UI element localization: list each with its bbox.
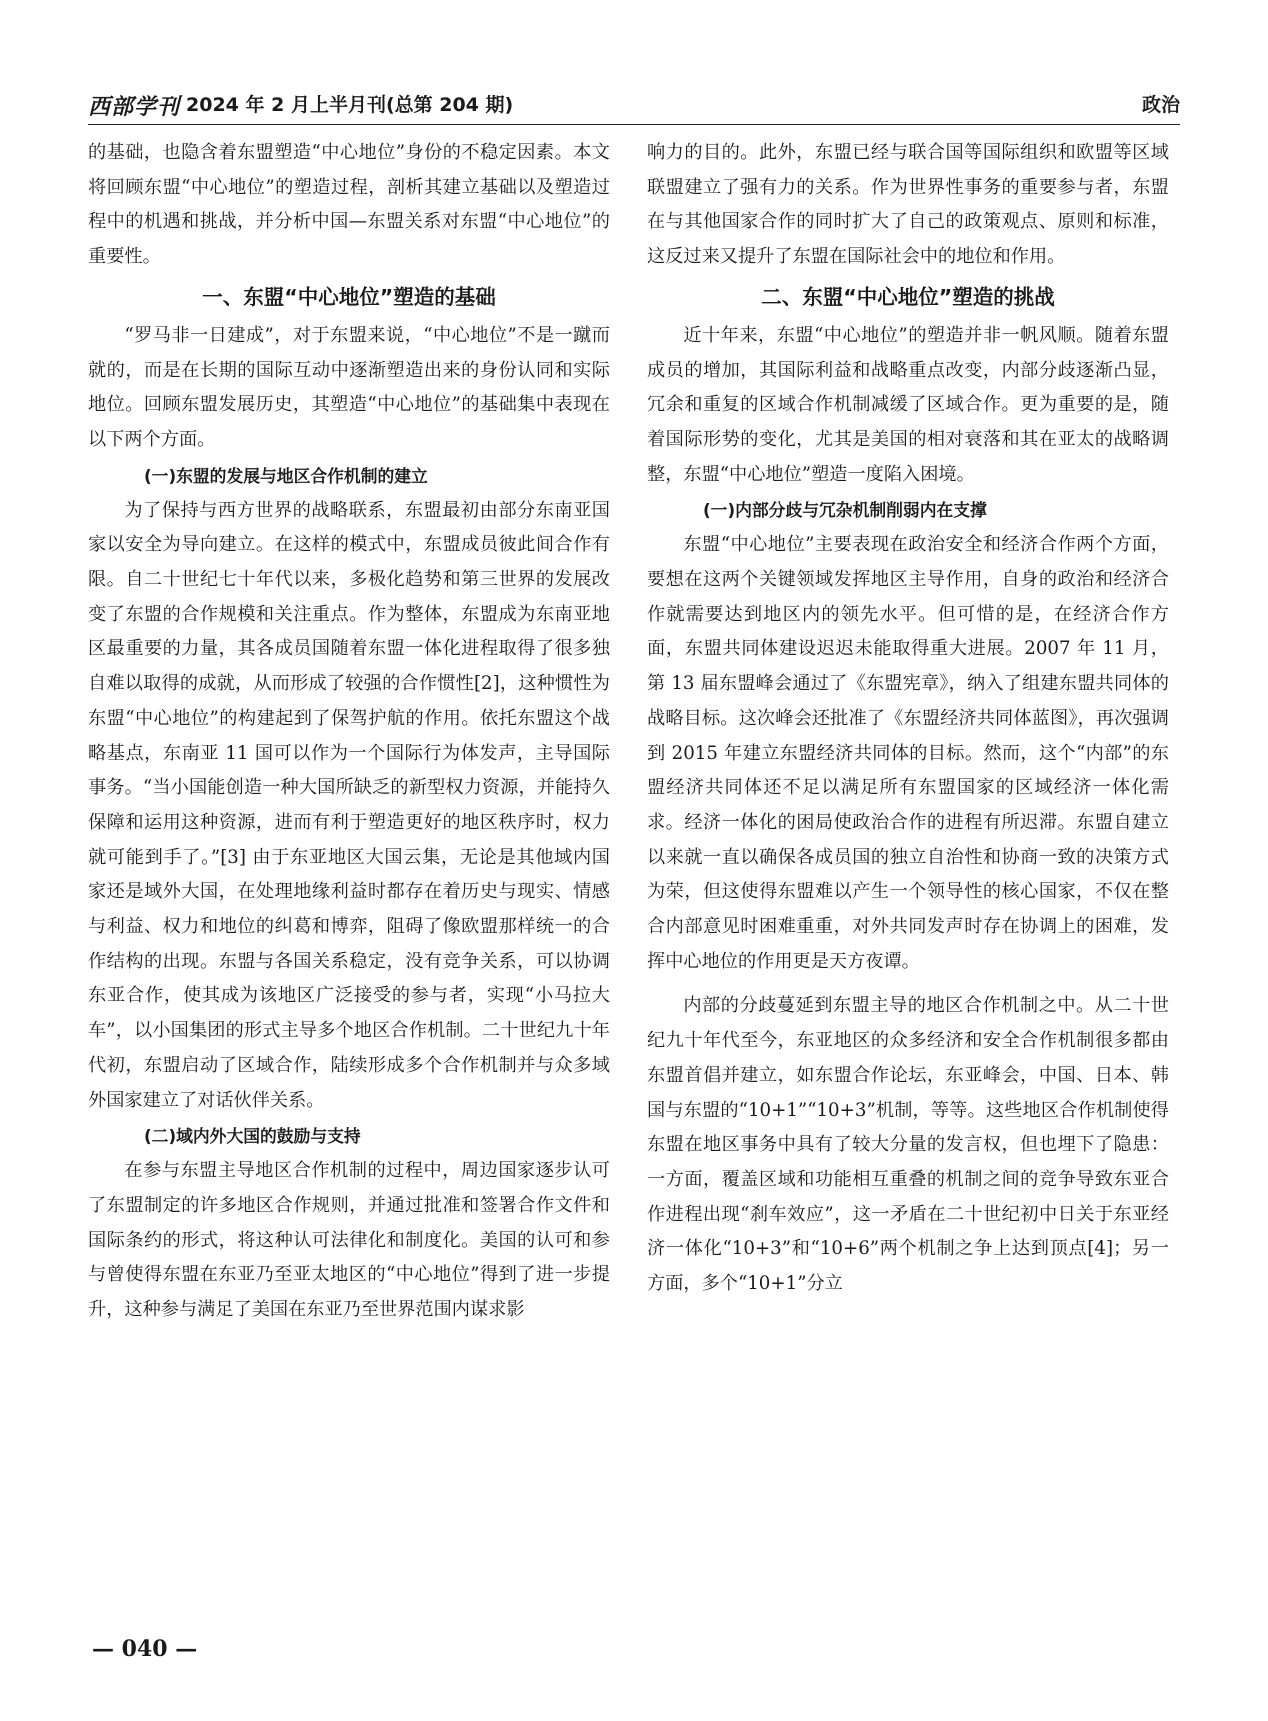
subsection-heading: (二)域内外大国的鼓励与支持 bbox=[144, 1126, 361, 1147]
paragraph: 响力的目的。此外，东盟已经与联合国等国际组织和欧盟等区域联盟建立了强有力的关系。作为世界性事务的重要参与者，东盟在与其他国家合作的同时扩大了自己的政策观点、原则和标准，这反过来又提升了东盟在国际社会中的地位和作用。 bbox=[647, 142, 1169, 268]
subsection-heading: (一)内部分歧与冗杂机制削弱内在支撑 bbox=[703, 500, 987, 521]
right-column bbox=[647, 136, 1169, 1302]
subsection-heading: (一)东盟的发展与地区合作机制的建立 bbox=[144, 465, 428, 486]
paragraph: “罗马非一日建成”，对于东盟来说，“中心地位”不是一蹴而就的，而是在长期的国际互动中逐渐塑造出来的身份认同和实际地位。回顾东盟发展历史，其塑造“中心地位”的基础集中表现在以下两个方面。 bbox=[88, 324, 610, 450]
paragraph: 在参与东盟主导地区合作机制的过程中，周边国家逐步认可了东盟制定的许多地区合作规则，并通过批准和签署合作文件和国际条约的形式，将这种认可法律化和制度化。美国的认可和参与曾使得东盟在东亚乃至亚太地区的“中心地位”得到了进一步提升，这种参与满足了美国在东亚乃至世界范围内谋求影 bbox=[88, 1160, 610, 1321]
issue-info: 2024 年 2 月上半月刊(总第 204 期) bbox=[186, 94, 514, 116]
paragraph: 东盟“中心地位”主要表现在政治安全和经济合作两个方面，要想在这两个关键领域发挥地区主导作用，自身的政治和经济合作就需要达到地区内的领先水平。但可惜的是，在经济合作方面，东盟共同体建设迟迟未能取得重大进展。2007 年 11 月，第 13 届东盟峰会通过了《东盟宪章》，纳入了组建东盟共同体的战略目标。这次峰会还批准了《东盟经济共同体蓝图》，再次强调到 2015 年建立东盟经济共同体的目标。然而，这个“内部”的东盟经济共同体还不足以满足所有东盟国家的区域经济一体化需求。经济一体化的困局使政治合作的进程有所迟滞。东盟自建立以来就一直以确保各成员国的独立自治性和协商一致的决策方式为荣，但这使得东盟难以产生一个领导性的核心国家，不仅在整合内部意见时困难重重，对外共同发声时存在协调上的困难，发挥中心地位的作用更是天方夜谭。 bbox=[647, 534, 1169, 972]
header-divider bbox=[88, 124, 1180, 125]
paragraph: 为了保持与西方世界的战略联系，东盟最初由部分东南亚国家以安全为导向建立。在这样的模式中，东盟成员彼此间合作有限。自二十世纪七十年代以来，多极化趋势和第三世界的发展改变了东盟的合作规模和关注重点。作为整体，东盟成为东南亚地区最重要的力量，其各成员国随着东盟一体化进程取得了很多独自难以取得的成就，从而形成了较强的合作惯性[2]，这种惯性为东盟“中心地位”的构建起到了保驾护航的作用。依托东盟这个战略基点，东南亚 11 国可以作为一个国际行为体发声，主导国际事务。“当小国能创造一种大国所缺乏的新型权力资源，并能持久保障和运用这种资源，进而有利于塑造更好的地区秩序时，权力就可能到手了。”[3] 由于东亚地区大国云集，无论是其他域内国家还是域外大国，在处理地缘利益时都存在着历史与现实、情感与利益、权力和地位的纠葛和博弈，阻碍了像欧盟那样统一的合作结构的出现。东盟与各国关系稳定，没有竞争关系，可以协调东亚合作，使其成为该地区广泛接受的参与者，实现“小马拉大车”，以小国集团的形式主导多个地区合作机制。二十世纪九十年代初，东盟启动了区域合作，陆续形成多个合作机制并与众多域外国家建立了对话伙伴关系。 bbox=[88, 499, 610, 1111]
paragraph: 的基础，也隐含着东盟塑造“中心地位”身份的不稳定因素。本文将回顾东盟“中心地位”的塑造过程，剖析其建立基础以及塑造过程中的机遇和挑战，并分析中国—东盟关系对东盟“中心地位”的重要性。 bbox=[88, 142, 610, 268]
section-heading: 二、东盟“中心地位”塑造的挑战 bbox=[761, 284, 1055, 309]
page-number: — 040 — bbox=[92, 1636, 198, 1662]
left-column bbox=[88, 136, 610, 1328]
journal-logo: 西部学刊 bbox=[88, 94, 181, 120]
section-label: 政治 bbox=[1141, 94, 1180, 116]
section-heading: 一、东盟“中心地位”塑造的基础 bbox=[202, 284, 496, 309]
paragraph: 近十年来，东盟“中心地位”的塑造并非一帆风顺。随着东盟成员的增加，其国际利益和战略重点改变，内部分歧逐渐凸显，冗余和重复的区域合作机制减缓了区域合作。更为重要的是，随着国际形势的变化，尤其是美国的相对衰落和其在亚太的战略调整，东盟“中心地位”塑造一度陷入困境。 bbox=[647, 324, 1169, 485]
paragraph: 内部的分歧蔓延到东盟主导的地区合作机制之中。从二十世纪九十年代至今，东亚地区的众多经济和安全合作机制很多都由东盟首倡并建立，如东盟合作论坛，东亚峰会，中国、日本、韩国与东盟的“10+1”“10+3”机制，等等。这些地区合作机制使得东盟在地区事务中具有了较大分量的发言权，但也埋下了隐患：一方面，覆盖区域和功能相互重叠的机制之间的竞争导致东亚合作进程出现“刹车效应”，这一矛盾在二十世纪初中日关于东亚经济一体化“10+3”和“10+6”两个机制之争上达到顶点[4]；另一方面，多个“10+1”分立 bbox=[647, 995, 1169, 1295]
page-header bbox=[88, 86, 1180, 126]
